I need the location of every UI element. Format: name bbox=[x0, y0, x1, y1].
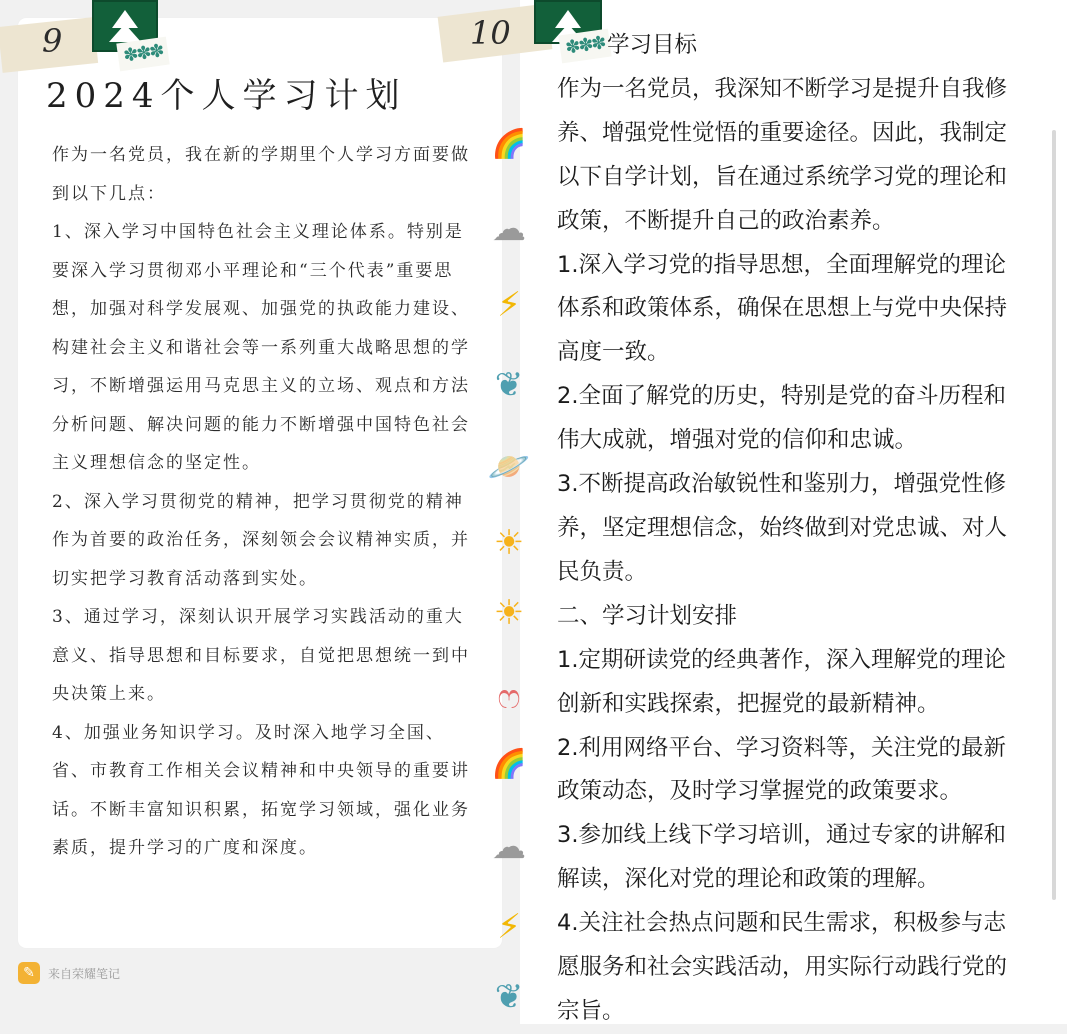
swirl-sticker: ෆ bbox=[497, 677, 521, 717]
sun-sticker: ☀ bbox=[493, 523, 525, 563]
handwritten-body bbox=[52, 136, 472, 868]
source-footer bbox=[18, 962, 120, 984]
handwritten-paragraph: 4、加强业务知识学习。及时深入地学习全国、省、市教育工作相关会议精神和中央领导的重要讲话。不断丰富知识积累，拓宽学习领域，强化业务素质，提升学习的广度和深度。 bbox=[52, 722, 470, 858]
cloud-sticker: ☁ bbox=[492, 827, 526, 867]
printed-paragraph: 学习目标 bbox=[607, 32, 698, 58]
right-page-number: 10 bbox=[470, 14, 511, 52]
printed-paragraph: 二、学习计划安排 bbox=[557, 602, 738, 629]
sticker-column bbox=[478, 120, 548, 1024]
printed-body bbox=[557, 24, 1027, 1034]
cloud-sticker: ☁ bbox=[492, 209, 526, 249]
rainbow-sticker: 🌈 bbox=[491, 127, 527, 160]
handwritten-paragraph: 1、深入学习中国特色社会主义理论体系。特别是要深入学习贯彻邓小平理论和“三个代表”重要思想，加强对科学发展观、加强党的执政能力建设、构建社会主义和谐社会等一系列重大战略思想的学习，不断增强运用马克思主义的立场、观点和方法分析问题、解决问题的能力不断增强中国特色社会主义理想信念的坚定性。 bbox=[52, 222, 470, 473]
printed-paragraph: 3.不断提高政治敏锐性和鉴别力，增强党性修养，坚定理想信念，始终做到对党忠诚、对人民负责。 bbox=[557, 471, 1008, 585]
scrollbar[interactable] bbox=[1052, 130, 1056, 900]
printed-paragraph: 3.参加线上线下学习培训，通过专家的讲解和解读，深化对党的理论和政策的理解。 bbox=[557, 822, 1006, 893]
feather-sticker: ❦ bbox=[494, 977, 524, 1017]
document-title: 2024个人学习计划 bbox=[46, 76, 407, 116]
handwritten-paragraph: 2、深入学习贯彻党的精神，把学习贯彻党的精神作为首要的政治任务，深刻领会会议精神实质，并切实把学习教育活动落到实处。 bbox=[52, 491, 470, 589]
handwritten-paragraph: 3、通过学习，深刻认识开展学习实践活动的重大意义、指导思想和目标要求，自觉把思想统一到中央决策上来。 bbox=[52, 607, 470, 704]
source-label: 来自荣耀笔记 bbox=[48, 966, 121, 981]
lightning-sticker: ⚡ bbox=[497, 907, 521, 947]
pencil-icon: ✎ bbox=[18, 962, 40, 984]
printed-paragraph: 1.深入学习党的指导思想，全面理解党的理论体系和政策体系，确保在思想上与党中央保持高度一致。 bbox=[557, 251, 1008, 366]
leaf-sticker: ✽✽✽ bbox=[558, 29, 611, 64]
left-page-number: 9 bbox=[42, 22, 63, 60]
printed-paragraph: 2.全面了解党的历史，特别是党的奋斗历程和伟大成就，增强对党的信仰和忠诚。 bbox=[557, 383, 1006, 454]
sun-sticker: ☀ bbox=[493, 593, 525, 633]
rainbow-sticker: 🌈 bbox=[491, 747, 527, 780]
feather-sticker: ❦ bbox=[494, 365, 524, 405]
leaf-sticker: ✽✽✽ bbox=[116, 37, 169, 72]
printed-paragraph: 作为一名党员，我深知不断学习是提升自我修养、增强党性觉悟的重要途径。因此，我制定以下自学计划，旨在通过系统学习党的理论和政策，不断提升自己的政治素养。 bbox=[557, 75, 1008, 234]
handwritten-paragraph: 作为一名党员，我在新的学期里个人学习方面要做到以下几点： bbox=[52, 145, 470, 204]
printed-paragraph: 1.定期研读党的经典著作，深入理解党的理论创新和实践探索，把握党的最新精神。 bbox=[557, 646, 1006, 717]
lightning-sticker: ⚡ bbox=[497, 285, 521, 325]
printed-paragraph: 2.利用网络平台、学习资料等，关注党的最新政策动态，及时学习掌握党的政策要求。 bbox=[557, 734, 1006, 805]
printed-paragraph: 4.关注社会热点问题和民生需求，积极参与志愿服务和社会实践活动，用实际行动践行党的宗旨。 bbox=[557, 910, 1008, 1024]
planet-sticker: 🪐 bbox=[487, 447, 531, 487]
